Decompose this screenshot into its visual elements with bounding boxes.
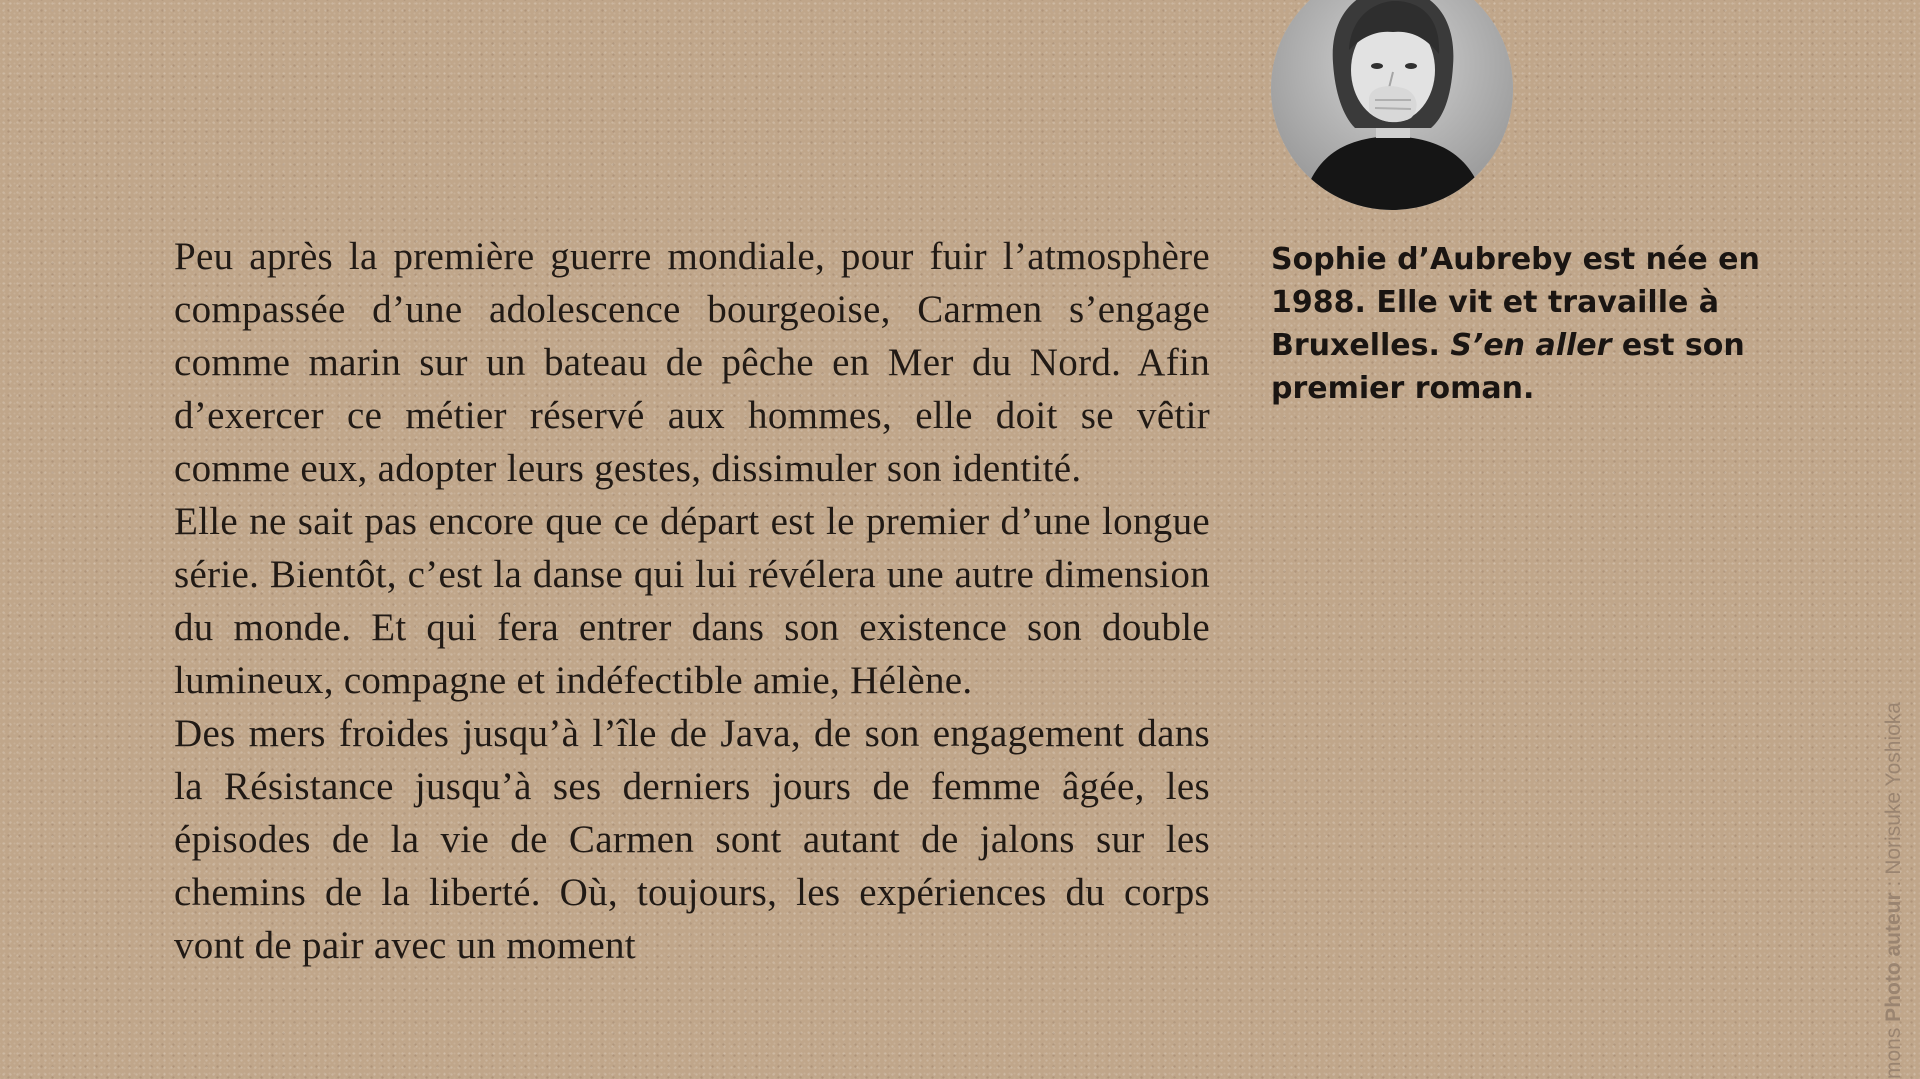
back-cover-blurb [174, 230, 1210, 972]
photo-credit [1882, 702, 1906, 1079]
author-bio-outro: est son premier roman. [1271, 328, 1745, 406]
credit-label: Photo auteur [1882, 892, 1905, 1022]
author-bio [1271, 238, 1771, 410]
credit-separator: : [1882, 874, 1905, 893]
author-portrait [1271, 0, 1513, 210]
book-title: S’en aller [1450, 328, 1612, 363]
blurb-paragraph-2: Elle ne sait pas encore que ce départ est le premier d’une longue série. Bientôt, c’est la danse qui lui révélera une autre dimension du monde. Et qui fera entrer dans son existence son double lumineux, compagne et indéfectible amie, Hélène. [174, 500, 1210, 702]
author-bio-intro: Sophie d’Aubreby est née en 1988. Elle vit et travaille à Bruxelles. [1271, 242, 1760, 363]
credit-name: Norisuke Yoshioka [1882, 702, 1905, 875]
author-photo-illustration [1271, 0, 1513, 210]
credit-prefix: mons [1882, 1021, 1905, 1079]
blurb-paragraph-3: Des mers froides jusqu’à l’île de Java, de son engagement dans la Résistance jusqu’à ses derniers jours de femme âgée, les épisodes de la vie de Carmen sont autant de jalons sur les chemins de la liberté. Où, toujours, les expériences du corps vont de pair avec un moment [174, 712, 1210, 967]
blurb-paragraph-1: Peu après la première guerre mondiale, pour fuir l’atmosphère compassée d’une adolescence bourgeoise, Carmen s’engage comme marin sur un bateau de pêche en Mer du Nord. Afin d’exercer ce métier réservé aux hommes, elle doit se vêtir comme eux, adopter leurs gestes, dissimuler son identité. [174, 235, 1210, 490]
